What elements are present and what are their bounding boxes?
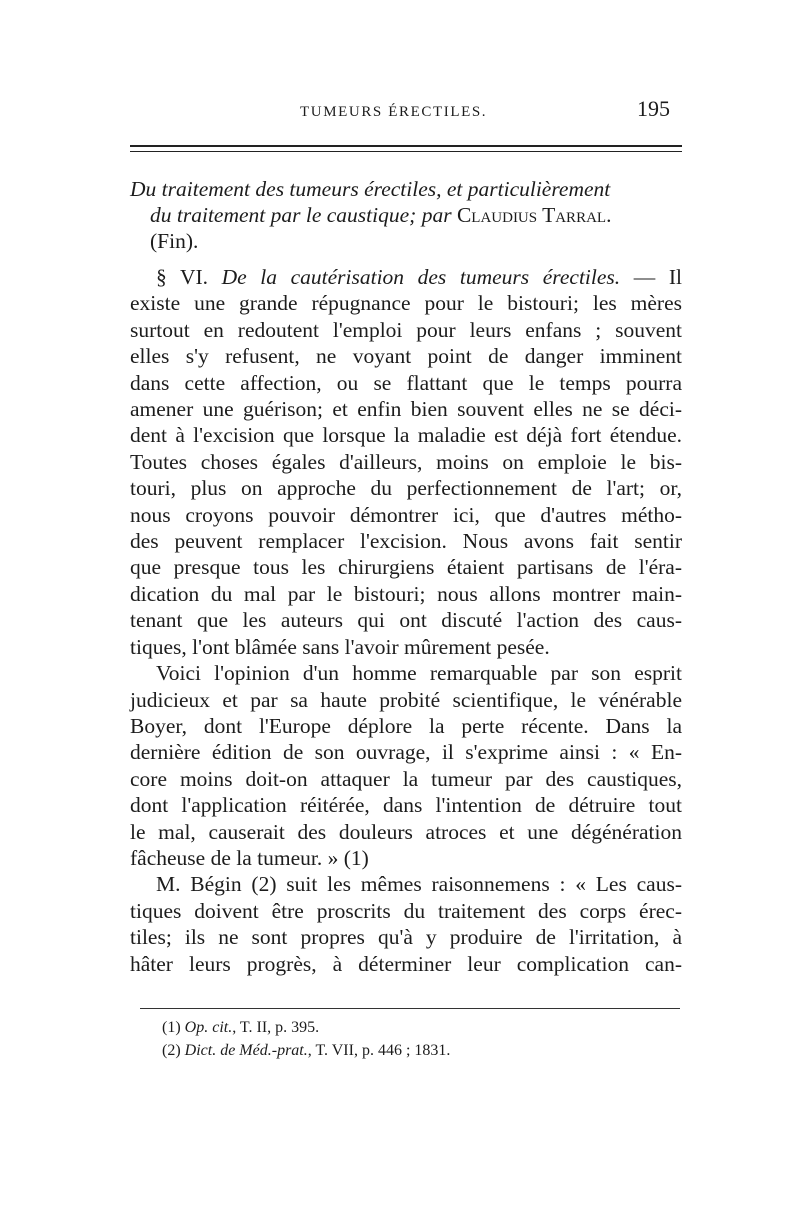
title-line-2-text: du traitement par le caustique; par (150, 203, 452, 227)
page-number: 195 (637, 96, 670, 121)
article-title (130, 176, 686, 254)
text-line: elles s'y refusent, ne voyant point de danger imminent (130, 344, 682, 369)
footnote-rule (140, 1008, 680, 1009)
text-line: le mal, causerait des douleurs atroces et une dégénération (130, 819, 682, 844)
footnote-1 (162, 1016, 682, 1039)
footnote-1-reference: Op. cit. (184, 1019, 233, 1036)
title-line-1 (130, 176, 686, 202)
author-name: Claudius Tarral. (456, 203, 612, 227)
footnote-2-reference: Dict. de Méd.-prat. (184, 1042, 308, 1059)
footnote-1-detail: , T. II, p. 395. (232, 1019, 320, 1036)
text-line: dent à l'excision que lorsque la maladie est déjà fort étendue. (130, 423, 682, 448)
section-heading: De la cautérisation des tumeurs érectiles. (221, 265, 621, 289)
text-line: judicieux et par sa haute probité scientifique, le vénérable (130, 687, 682, 712)
text-line: touri, plus on approche du perfectionnement de l'art; or, (130, 476, 682, 501)
text-line: dont l'application réitérée, dans l'intention de détruire tout (130, 793, 682, 818)
text-line: existe une grande répugnance pour le bistouri; les mères (130, 291, 682, 316)
body-text (130, 264, 682, 977)
text-line: tiles; ils ne sont propres qu'à y produire de l'irritation, à (130, 925, 682, 950)
text-line: amener une guérison; et enfin bien souvent elles ne se déci- (130, 397, 682, 422)
text-line: fâcheuse de la tumeur. » (1) (130, 845, 369, 870)
text-line: dans cette affection, ou se flattant que le temps pourra (130, 370, 682, 395)
section-marker: § VI. (156, 265, 209, 289)
title-line-2 (130, 202, 686, 228)
text-line: Toutes choses égales d'ailleurs, moins on emploie le bis- (130, 449, 682, 474)
text-line: dernière édition de son ouvrage, il s'exprime ainsi : « En- (130, 740, 682, 765)
title-line-3: (Fin). (150, 229, 199, 253)
text-line: tenant que les auteurs qui ont discuté l'action des caus- (130, 608, 682, 633)
running-head (130, 96, 670, 126)
text-line: Voici l'opinion d'un homme remarquable par son esprit (156, 661, 682, 686)
text-line: dication du mal par le bistouri; nous allons montrer main- (130, 581, 682, 606)
text-line: nous croyons pouvoir démontrer ici, que d'autres métho- (130, 502, 682, 527)
text-line: core moins doit-on attaquer la tumeur par des caustiques, (130, 766, 682, 791)
text-line: Boyer, dont l'Europe déplore la perte récente. Dans la (130, 713, 682, 738)
footnote-2 (162, 1039, 682, 1062)
footnote-1-number: (1) (162, 1019, 181, 1036)
footnote-2-detail: , T. VII, p. 446 ; 1831. (307, 1042, 451, 1059)
footnote-2-number: (2) (162, 1042, 181, 1059)
text-line: hâter leurs progrès, à déterminer leur complication can- (130, 951, 682, 976)
text-line: M. Bégin (2) suit les mêmes raisonnemens : « Les caus- (156, 872, 682, 897)
text-line: surtout en redoutent l'emploi pour leurs enfans ; souvent (130, 317, 682, 342)
title-line-1-text: Du traitement des tumeurs érectiles, et particulièrement (130, 177, 611, 201)
text-line: tiques, l'ont blâmée sans l'avoir mûrement pesée. (130, 634, 550, 659)
section-heading-dash: — Il (633, 265, 682, 289)
running-head-title: TUMEURS ÉRECTILES. (300, 104, 488, 120)
section-heading-line (130, 264, 682, 290)
header-double-rule (130, 145, 682, 152)
text-line: que presque tous les chirurgiens étaient partisans de l'éra- (130, 555, 682, 580)
footnotes (162, 1016, 682, 1062)
text-line: des peuvent remplacer l'excision. Nous avons fait sentir (130, 529, 682, 554)
text-line: tiques doivent être proscrits du traitement des corps érec- (130, 898, 682, 923)
